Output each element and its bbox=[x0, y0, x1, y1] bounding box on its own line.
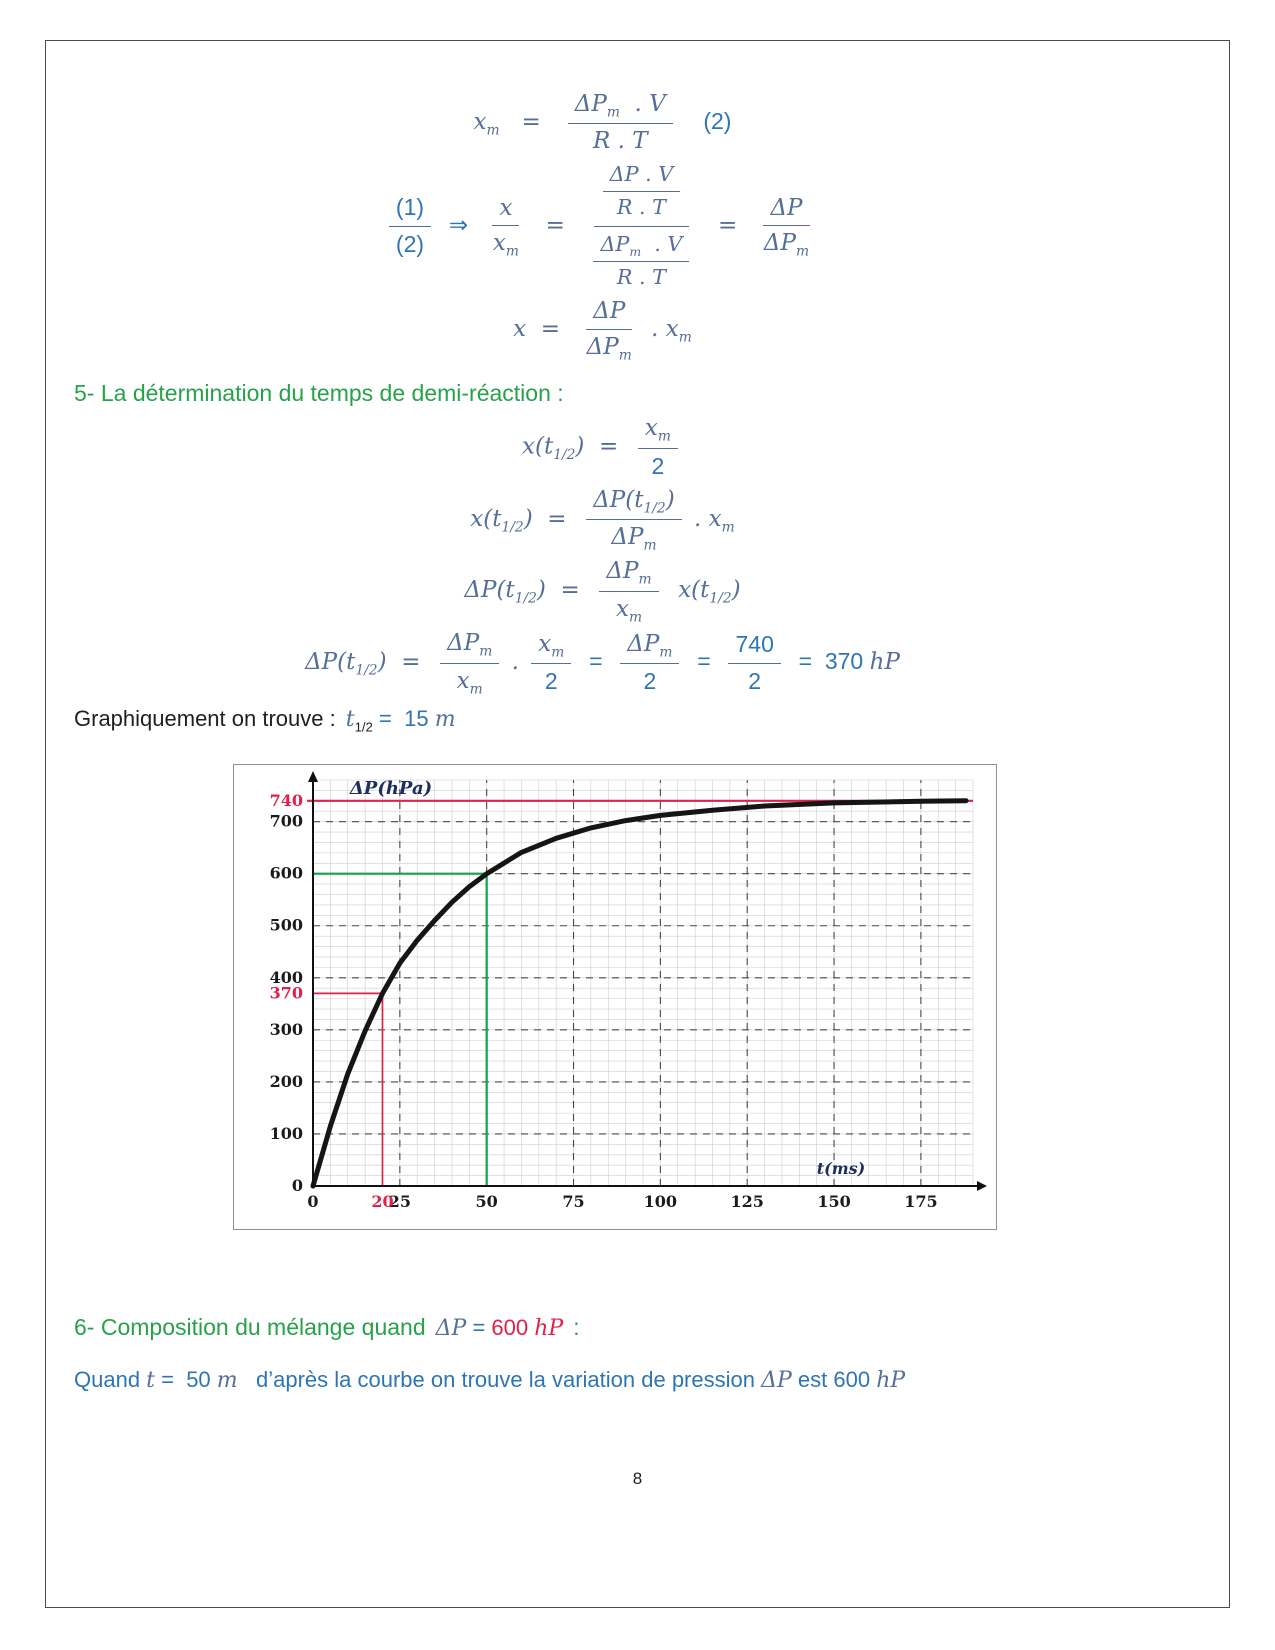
reaction-curve-chart bbox=[235, 766, 991, 1228]
svg-text:25: 25 bbox=[388, 1191, 411, 1211]
svg-text:20: 20 bbox=[371, 1191, 394, 1211]
svg-text:740: 740 bbox=[269, 790, 303, 810]
formula-delta-p-half-value: $\Delta P(t_{1/2})$ = $\frac{\Delta P_m}{x_m}$ . $\frac{x_m}{2}$ = $\frac{\Delta P_m}{2}$ = $\frac{740}{2}$ = 370 hP bbox=[305, 630, 900, 698]
formula-x-expression: x = $\frac{\Delta P}{\Delta P_m}$ . $x_m$ bbox=[513, 298, 692, 364]
svg-text:100: 100 bbox=[269, 1123, 303, 1143]
conclusion-line: Quand t = 50 m d’après la courbe on trouve la variation de pression ΔP est 600 hP bbox=[74, 1366, 906, 1393]
formula-delta-p-half: $\Delta P(t_{1/2})$ = $\frac{\Delta P_m}{x_m}$ $x(t_{1/2})$ bbox=[464, 558, 741, 626]
svg-text:t(ms): t(ms) bbox=[816, 1158, 866, 1178]
heading-6-condition: ΔP = 600 hP bbox=[435, 1314, 564, 1341]
heading-6-colon: : bbox=[573, 1313, 580, 1340]
svg-text:500: 500 bbox=[269, 915, 303, 935]
page-border-frame bbox=[45, 40, 1230, 1608]
svg-text:175: 175 bbox=[904, 1191, 938, 1211]
svg-text:50: 50 bbox=[475, 1191, 498, 1211]
svg-text:150: 150 bbox=[817, 1191, 851, 1211]
svg-text:700: 700 bbox=[269, 811, 303, 831]
formula-ratio-derivation: $\frac{(1)}{(2)}$ ⇒ $\frac{x}{x_m}$ = $\frac{\frac{\Delta P . V}{R . T}}{\frac{\Delta P_m . V}{R . T}}$ = $\frac{\Delta P}{\Delta P_m}$ bbox=[74, 159, 1201, 294]
svg-text:125: 125 bbox=[730, 1191, 764, 1211]
svg-text:400: 400 bbox=[269, 967, 303, 987]
svg-text:0: 0 bbox=[291, 1175, 303, 1195]
svg-text:200: 200 bbox=[269, 1071, 303, 1091]
page-number: 8 bbox=[632, 1469, 643, 1488]
heading-6-text: 6- Composition du mélange quand bbox=[74, 1313, 426, 1340]
heading-5-text: 5- La détermination du temps de demi-réaction : bbox=[74, 380, 564, 407]
svg-text:370: 370 bbox=[269, 982, 303, 1002]
svg-text:100: 100 bbox=[643, 1191, 678, 1211]
formula-xm-definition: $x_m$ = $\frac{\Delta P_m . V}{R . T}$ (2) bbox=[473, 91, 732, 155]
svg-text:75: 75 bbox=[562, 1191, 585, 1211]
heading-section-6 bbox=[74, 1314, 1201, 1341]
svg-text:600: 600 bbox=[269, 863, 303, 883]
svg-text:ΔP(hPa): ΔP(hPa) bbox=[349, 777, 433, 799]
half-time-value: $t_{1/2} = 15$ m bbox=[345, 705, 456, 735]
graphical-result-line bbox=[74, 706, 1201, 734]
formula-half-advancement: $x(t_{1/2})$ = $\frac{x_m}{2}$ bbox=[74, 413, 1201, 482]
pressure-time-graph bbox=[233, 764, 997, 1230]
heading-section-5 bbox=[74, 380, 1201, 407]
graphical-result-label: Graphiquement on trouve : bbox=[74, 705, 336, 731]
formula-half-advancement-pressure: $x(t_{1/2})$ = $\frac{\Delta P(t_{1/2})}{\Delta P_m}$ . $x_m$ bbox=[470, 486, 735, 554]
svg-text:300: 300 bbox=[269, 1019, 303, 1039]
svg-text:0: 0 bbox=[307, 1191, 319, 1211]
